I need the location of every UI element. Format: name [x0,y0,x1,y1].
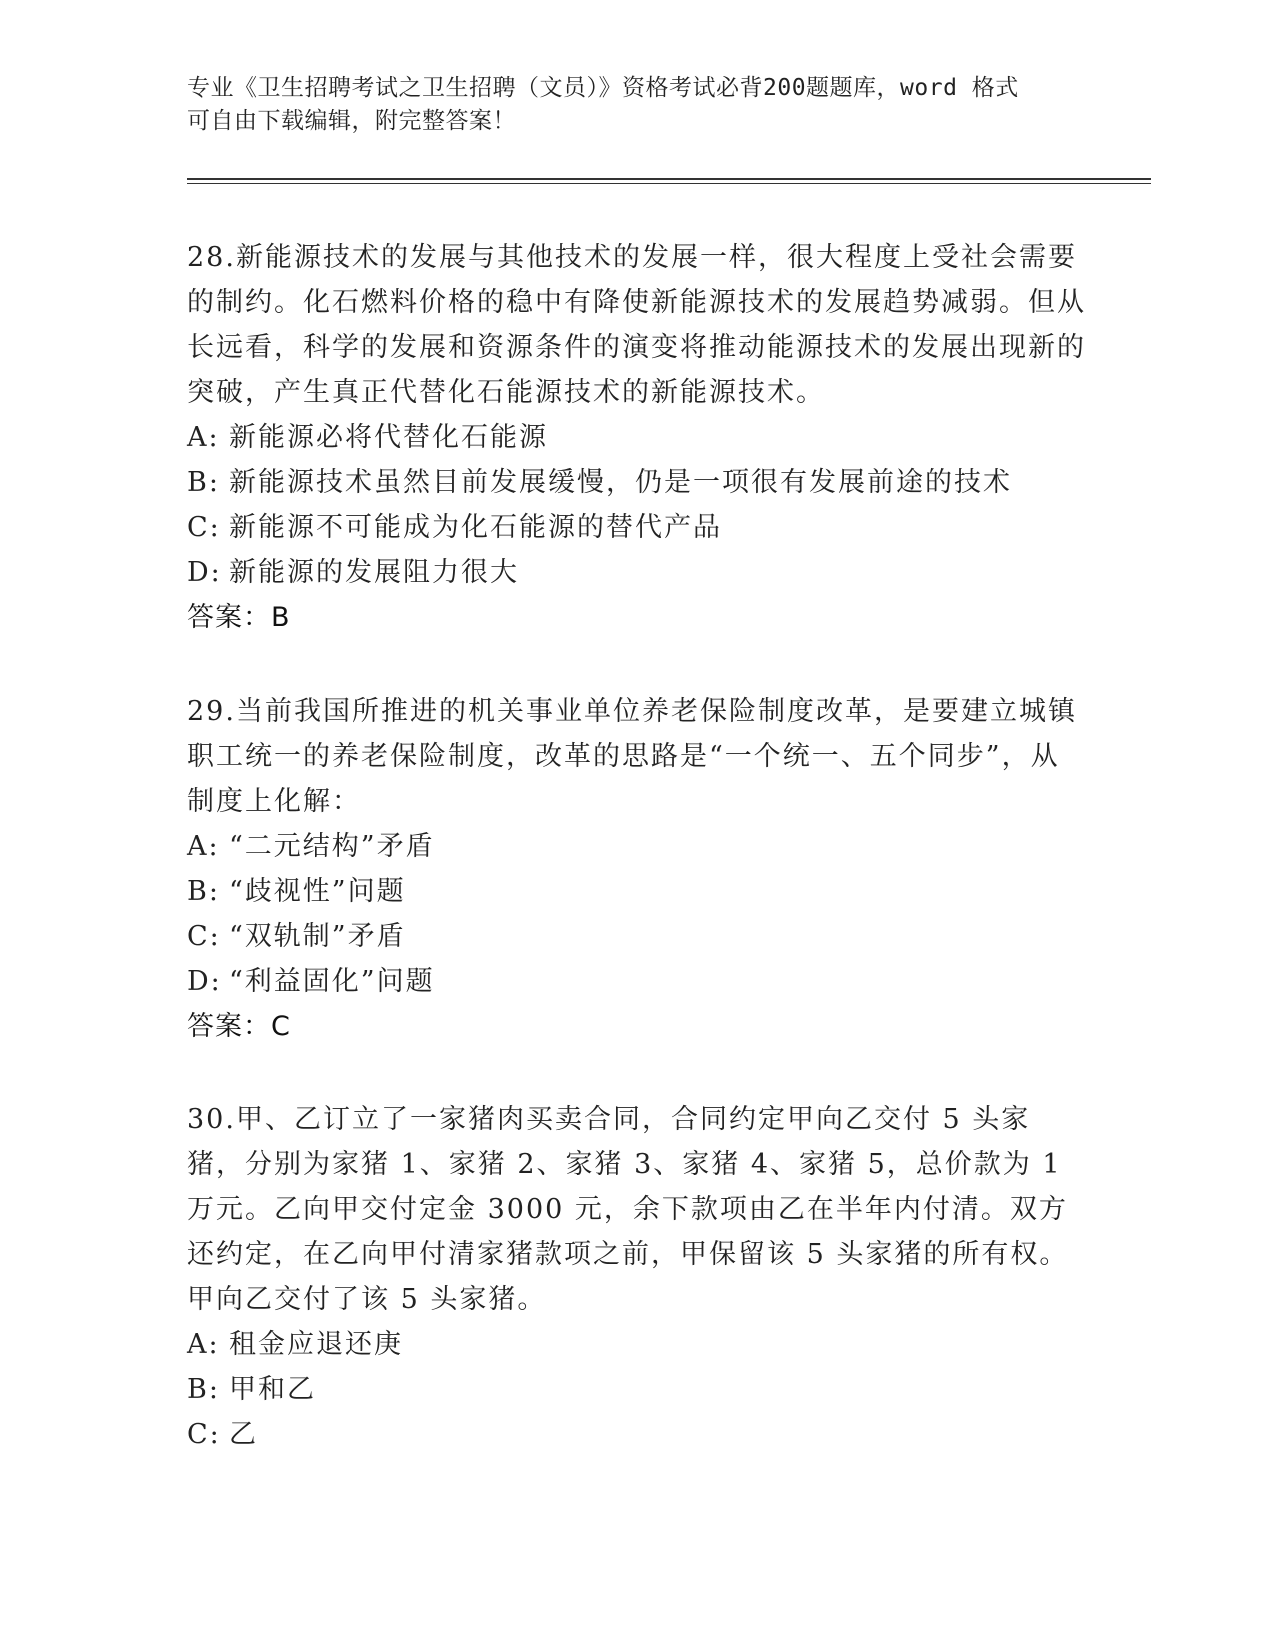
option-text: 新能源的发展阻力很大 [229,557,519,588]
answer-label: 答案：B [187,602,291,633]
question-stem: 30.甲、乙订立了一家猪肉买卖合同，合同约定甲向乙交付 5 头家猪，分别为家猪 1、家猪 2、家猪 3、家猪 4、家猪 5，总价款为 1 万元。乙向甲交付定金 3000 元，余下款项由乙在半年内付清。双方还约定，在乙向甲付清家猪款项之前，甲保留该 5 头家猪的所有权。甲向乙交付了该 5 头家猪。 [187,1104,1069,1315]
option-letter: A: [187,422,220,453]
header-line-2: 可自由下载编辑，附完整答案！ [187,108,516,134]
option-letter: D: [187,966,222,997]
option-d [187,550,1087,595]
question-28 [187,235,1087,640]
option-text: 乙 [229,1419,258,1450]
option-letter: C: [187,512,221,543]
option-text: 甲和乙 [229,1374,316,1405]
question-stem: 28.新能源技术的发展与其他技术的发展一样，很大程度上受社会需要的制约。化石燃料价格的稳中有降使新能源技术的发展趋势减弱。但从长远看，科学的发展和资源条件的演变将推动能源技术的发展出现新的突破，产生真正代替化石能源技术的新能源技术。 [187,242,1086,408]
option-b [187,460,1087,505]
option-text: “双轨制”矛盾 [229,921,406,952]
option-c [187,1412,1087,1457]
option-text: “歧视性”问题 [229,876,406,907]
option-text: 新能源不可能成为化石能源的替代产品 [229,512,722,543]
option-text: “利益固化”问题 [229,966,435,997]
option-letter: C: [187,921,221,952]
question-stem: 29.当前我国所推进的机关事业单位养老保险制度改革，是要建立城镇职工统一的养老保险制度，改革的思路是“一个统一、五个同步”，从制度上化解： [187,696,1077,817]
header-line-1: 专业《卫生招聘考试之卫生招聘（文员）》资格考试必背200题题库，word 格式 [187,75,1019,101]
answer-label: 答案：C [187,1011,291,1042]
option-a [187,1322,1087,1367]
header-divider [187,178,1151,184]
question-29 [187,689,1087,1049]
option-d [187,959,1087,1004]
option-a [187,415,1087,460]
option-b [187,1367,1087,1412]
option-letter: C: [187,1419,221,1450]
option-text: 新能源必将代替化石能源 [229,422,548,453]
option-letter: D: [187,557,222,588]
option-text: “二元结构”矛盾 [229,831,435,862]
option-text: 新能源技术虽然目前发展缓慢，仍是一项很有发展前途的技术 [229,467,1012,498]
option-letter: B: [187,876,220,907]
option-b [187,869,1087,914]
document-header [187,72,1087,138]
option-c [187,914,1087,959]
option-text: 租金应退还庚 [229,1329,403,1360]
option-c [187,505,1087,550]
option-a [187,824,1087,869]
question-30 [187,1097,1087,1457]
option-letter: B: [187,467,220,498]
option-letter: A: [187,1329,220,1360]
option-letter: A: [187,831,220,862]
option-letter: B: [187,1374,220,1405]
